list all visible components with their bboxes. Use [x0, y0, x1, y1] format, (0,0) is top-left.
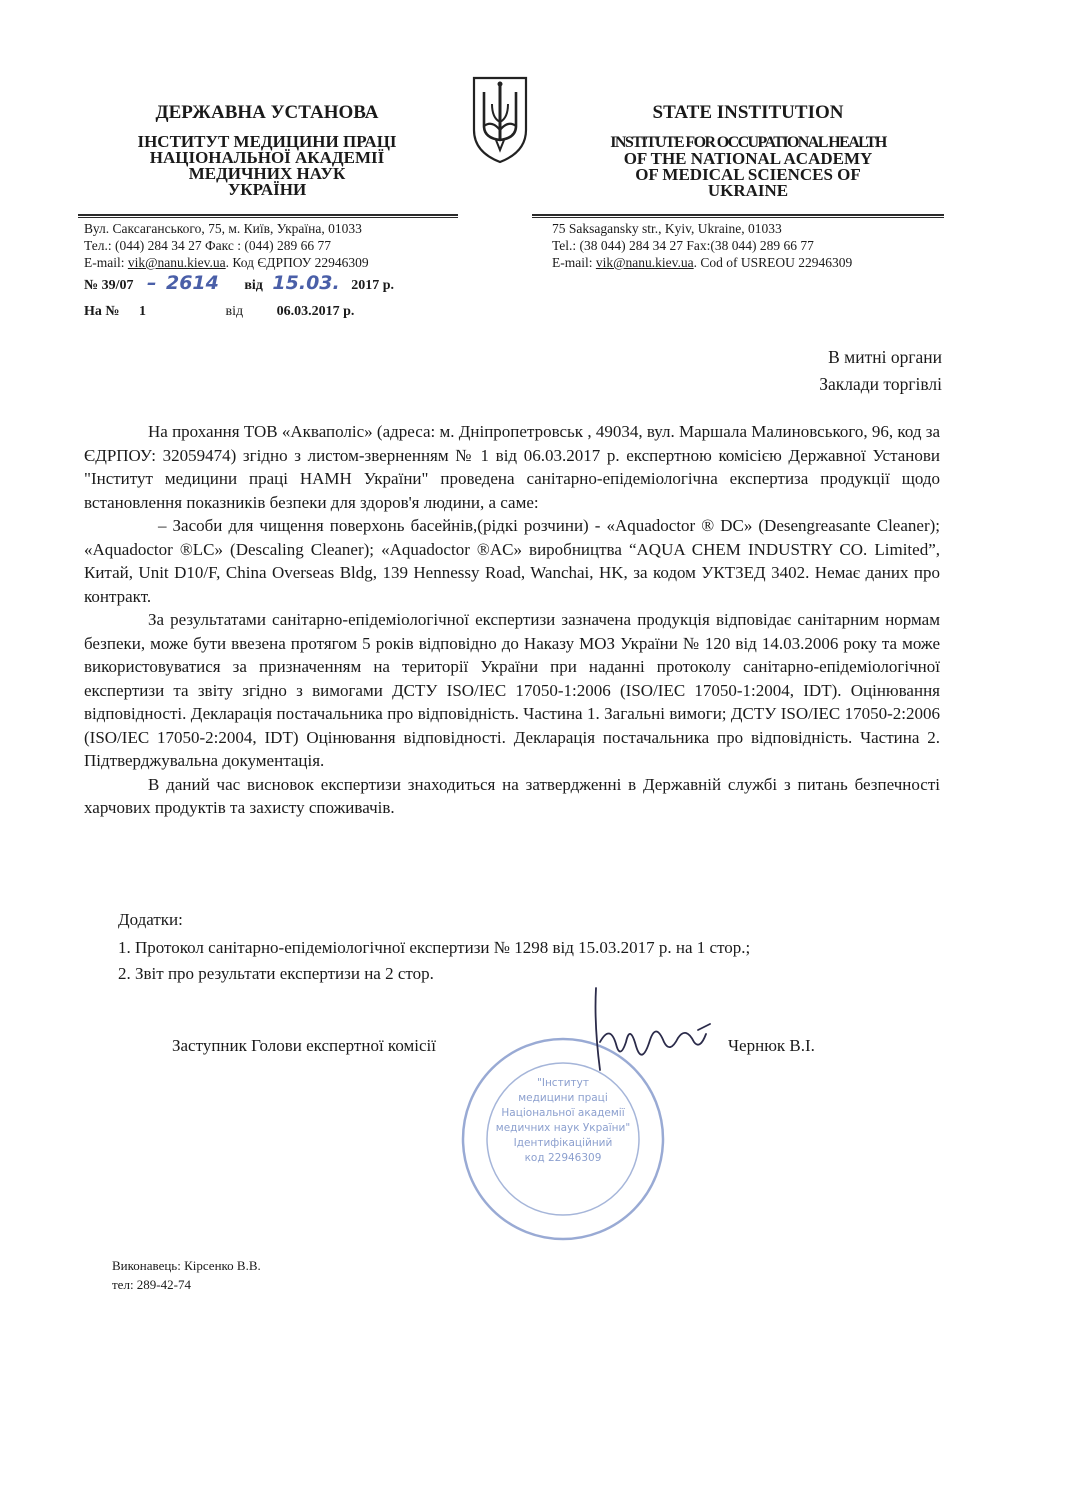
header-right-line4: OF MEDICAL SCIENCES OF [635, 165, 861, 184]
body-paragraph-3: За результатами санітарно-епідеміологічної експертизи зазначена продукція відповідає санітарним нормам безпеки, може бути ввезена протягом 5 років відповідно до Наказу МОЗ України № 120 від 14.03.2006 року та може використовуватися за призначенням на території України при наданні протоколу санітарно-епідеміологічної експертизи та звіту згідно з вимогами ДСТУ ISO/IEC 17050-1:2006 (ISO/IEC 17050-1:2004, IDT). Оцінювання відповідності. Декларація постачальника про відповідність. Частина 1. Загальні вимоги; ДСТУ ISO/IEC 17050-2:2006 (ISO/IEC 17050-2:2004, IDT) Оцінювання відповідності. Декларація постачальника про відповідність. Частина 2. Підтверджувальна документація. [84, 610, 940, 770]
header-rule-right [532, 214, 944, 216]
header-left-line4: МЕДИЧНИХ НАУК [188, 164, 346, 183]
body-paragraph-4: В даний час висновок експертизи знаходиться на затвердженні в Державній службі з питань безпечності харчових продуктів та захисту споживачів. [84, 774, 940, 817]
header-left-line2: ІНСТИТУТ МЕДИЦИНИ ПРАЦІ [137, 132, 397, 151]
header-right-line3: OF THE NATIONAL ACADEMY [623, 149, 873, 168]
handwritten-signature [560, 984, 720, 1094]
contacts-right-email-line [552, 254, 852, 271]
reg-date-label: від [244, 278, 263, 293]
header-right-line1: STATE INSTITUTION [652, 102, 844, 123]
trident-coat-of-arms-icon [470, 74, 530, 164]
header-rule-right-thin [532, 217, 944, 218]
contacts-right-address: 75 Saksagansky str., Kyiv, Ukraine, 01033 [552, 221, 782, 236]
reg-number-line [84, 272, 394, 294]
contacts-right [552, 220, 852, 271]
signatory-position: Заступник Голови експертної комісії [172, 1036, 436, 1055]
seal-line: Національної академії [501, 1107, 625, 1119]
reference-line [84, 304, 354, 320]
ref-date: 06.03.2017 р. [276, 304, 355, 319]
ref-label: На № [84, 304, 120, 319]
reg-date-handwritten: 15.03. [272, 272, 340, 294]
contacts-left-code: . Код ЄДРПОУ 22946309 [225, 255, 369, 270]
executor-phone: тел: 289-42-74 [112, 1277, 191, 1292]
reg-number-label: № 39/07 [84, 278, 134, 293]
reg-number-handwritten: 2614 [165, 272, 219, 294]
header-right-line2: INSTITUTE FOR OCCUPATIONAL HEALTH [610, 134, 886, 151]
ref-number: 1 [138, 304, 146, 319]
attachments-title: Додатки: [118, 910, 183, 929]
email-prefix: E-mail: [552, 255, 596, 270]
header-left-line1: ДЕРЖАВНА УСТАНОВА [155, 102, 379, 123]
contacts-left-email-line [84, 254, 369, 271]
recipient [819, 344, 942, 398]
executor-name: Виконавець: Кірсенко В.В. [112, 1258, 261, 1273]
contacts-right-phone: Tel.: (38 044) 284 34 27 Fax:(38 044) 289 66 77 [552, 238, 814, 253]
contacts-right-email-link[interactable]: vik@nanu.kiev.ua [595, 255, 694, 270]
seal-line: медичних наук України" [495, 1122, 631, 1134]
header-right-line5: UKRAINE [707, 181, 789, 200]
header-left-line3: НАЦІОНАЛЬНОЇ АКАДЕМІЇ [149, 148, 385, 167]
ref-date-label: від [225, 304, 244, 319]
recipient-line2: Заклади торгівлі [819, 374, 942, 394]
signatory-name: Чернюк В.І. [728, 1036, 815, 1055]
seal-line: медицини праці [518, 1092, 608, 1104]
contacts-left [84, 220, 369, 271]
contacts-left-email-link[interactable]: vik@nanu.kiev.ua [127, 255, 226, 270]
header-rule-left-thin [78, 217, 458, 218]
header-left-line5: УКРАЇНИ [227, 180, 307, 199]
contacts-right-code: . Cod of USREOU 22946309 [693, 255, 853, 270]
contacts-left-phone: Тел.: (044) 284 34 27 Факс : (044) 289 66 77 [84, 238, 331, 253]
attachment-item-2: 2. Звіт про результати експертизи на 2 стор. [118, 964, 434, 983]
reg-year: 2017 р. [351, 278, 395, 293]
reg-dash: – [146, 272, 157, 294]
email-prefix: E-mail: [84, 255, 128, 270]
executor-info [112, 1256, 261, 1294]
letter-body [84, 420, 940, 820]
body-paragraph-2: – Засоби для чищення поверхонь басейнів,(рідкі розчини) - «Aquadoctor ® DC» (Desengreasante Cleaner); «Aquadoctor ®LC» (Descaling Cleaner); «Aquadoctor ®AC» виробництва “AQUA CHEM INDUSTRY CO. Limited”, Китай, Unit D10/F, China Overseas Bldg, 139 Hennessy Road, Wanchai, HK, за кодом УКТЗЕД 3402. Немає даних про контракт. [84, 516, 940, 606]
seal-line: код 22946309 [524, 1152, 602, 1164]
header-right [548, 102, 948, 199]
body-paragraph-1: На прохання ТОВ «Акваполіс» (адреса: м. Дніпропетровськ , 49034, вул. Маршала Малиновського, 96, код за ЄДРПОУ: 32059474) згідно з листом-зверненням № 1 від 06.03.2017 р. експертною комісією Державної Установи "Інститут медицини праці НАМН України" проведена санітарно-епідеміологічна експертиза продукції щодо встановлення показників безпеки для здоров'я людини, а саме: [84, 422, 940, 512]
header-rule-left [78, 214, 458, 216]
seal-line: Ідентифікаційний [513, 1137, 613, 1149]
recipient-line1: В митні органи [828, 347, 942, 367]
attachment-item-1: 1. Протокол санітарно-епідеміологічної експертизи № 1298 від 15.03.2017 р. на 1 стор.; [118, 938, 751, 957]
contacts-left-address: Вул. Саксаганського, 75, м. Київ, Україна, 01033 [84, 221, 362, 236]
header-left [62, 102, 472, 198]
seal-line: "Інститут [537, 1077, 589, 1089]
